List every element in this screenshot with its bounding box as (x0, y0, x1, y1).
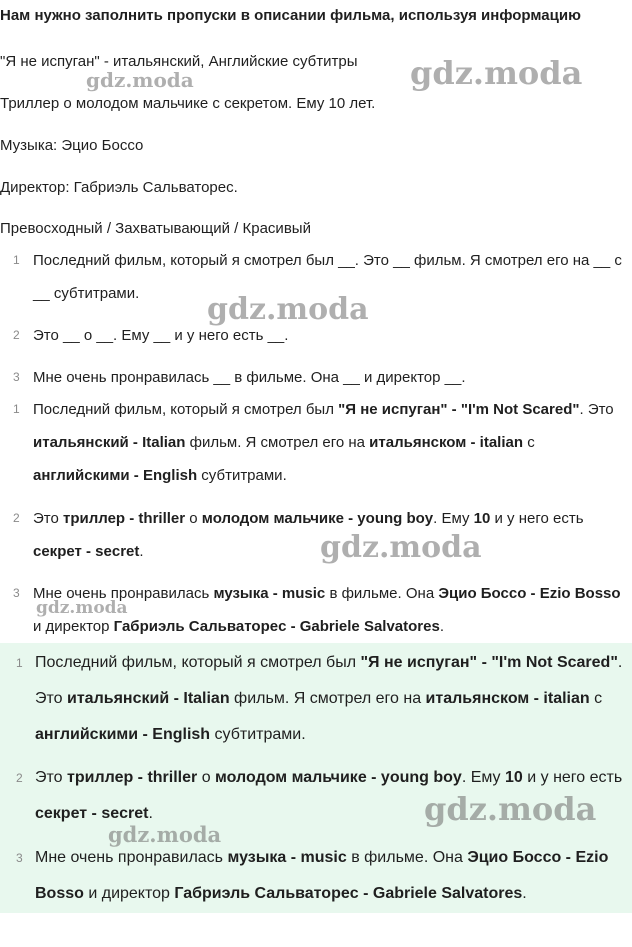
watermark: gdz.moda (36, 598, 128, 618)
info-line-plot: Триллер о молодом мальчике с секретом. Ему 10 лет. (0, 95, 376, 112)
answer-box (0, 643, 632, 913)
item-text: Это триллер - thriller о молодом мальчике - young boy. Ему 10 и у него есть секрет - secret. (35, 769, 623, 822)
watermark: gdz.moda (320, 530, 482, 565)
item-number: 2 (13, 328, 20, 342)
watermark: gdz.moda (86, 68, 194, 92)
item-text: Мне очень пронравилась музыка - music в фильме. Она Эцио Боссо - Ezio Bosso и директор Габриэль Сальватореc - Gabriele Salvatores. (33, 585, 621, 635)
item-text: Это __ о __. Ему __ и у него есть __. (33, 327, 289, 344)
item-number: 2 (16, 771, 23, 785)
watermark: gdz.moda (207, 292, 369, 327)
item-number: 3 (13, 586, 20, 600)
item-number: 1 (16, 656, 23, 670)
item-number: 1 (13, 402, 20, 416)
item-text: Мне очень пронравилась музыка - music в фильме. Она Эцио Боссо - Ezio Bosso и директор Габриэль Сальватореc - Gabriele Salvatores. (35, 849, 609, 902)
page-header: Нам нужно заполнить пропуски в описании фильма, используя информацию (0, 7, 581, 24)
item-number: 2 (13, 511, 20, 525)
item-number: 1 (13, 253, 20, 267)
item-text: Последний фильм, который я смотрел был "Я не испуган" - "I'm Not Scared". Это итальянский - Italian фильм. Я смотрел его на итальянском - italian с английскими - English субтитрами. (35, 654, 623, 743)
info-line-adjectives: Превосходный / Захватывающий / Красивый (0, 220, 311, 237)
item-text: Последний фильм, который я смотрел был __. Это __ фильм. Я смотрел его на __ с __ субтитрами. (33, 252, 622, 302)
item-number: 3 (13, 370, 20, 384)
info-line-director: Директор: Габриэль Сальватореc. (0, 179, 238, 196)
watermark: gdz.moda (424, 790, 597, 828)
watermark: gdz.moda (410, 54, 583, 92)
item-text: Последний фильм, который я смотрел был "Я не испуган" - "I'm Not Scared". Это итальянский - Italian фильм. Я смотрел его на итальянском - italian с английскими - English субтитрами. (33, 401, 614, 484)
item-text: Мне очень пронравилась __ в фильме. Она __ и директор __. (33, 369, 466, 386)
info-line-title: "Я не испуган" - итальянский, Английские субтитры (0, 53, 358, 70)
watermark: gdz.moda (108, 822, 222, 847)
item-text: Это триллер - thriller о молодом мальчике - young boy. Ему 10 и у него есть секрет - secret. (33, 510, 584, 560)
item-number: 3 (16, 851, 23, 865)
info-line-music: Музыка: Эцио Боссо (0, 137, 144, 154)
